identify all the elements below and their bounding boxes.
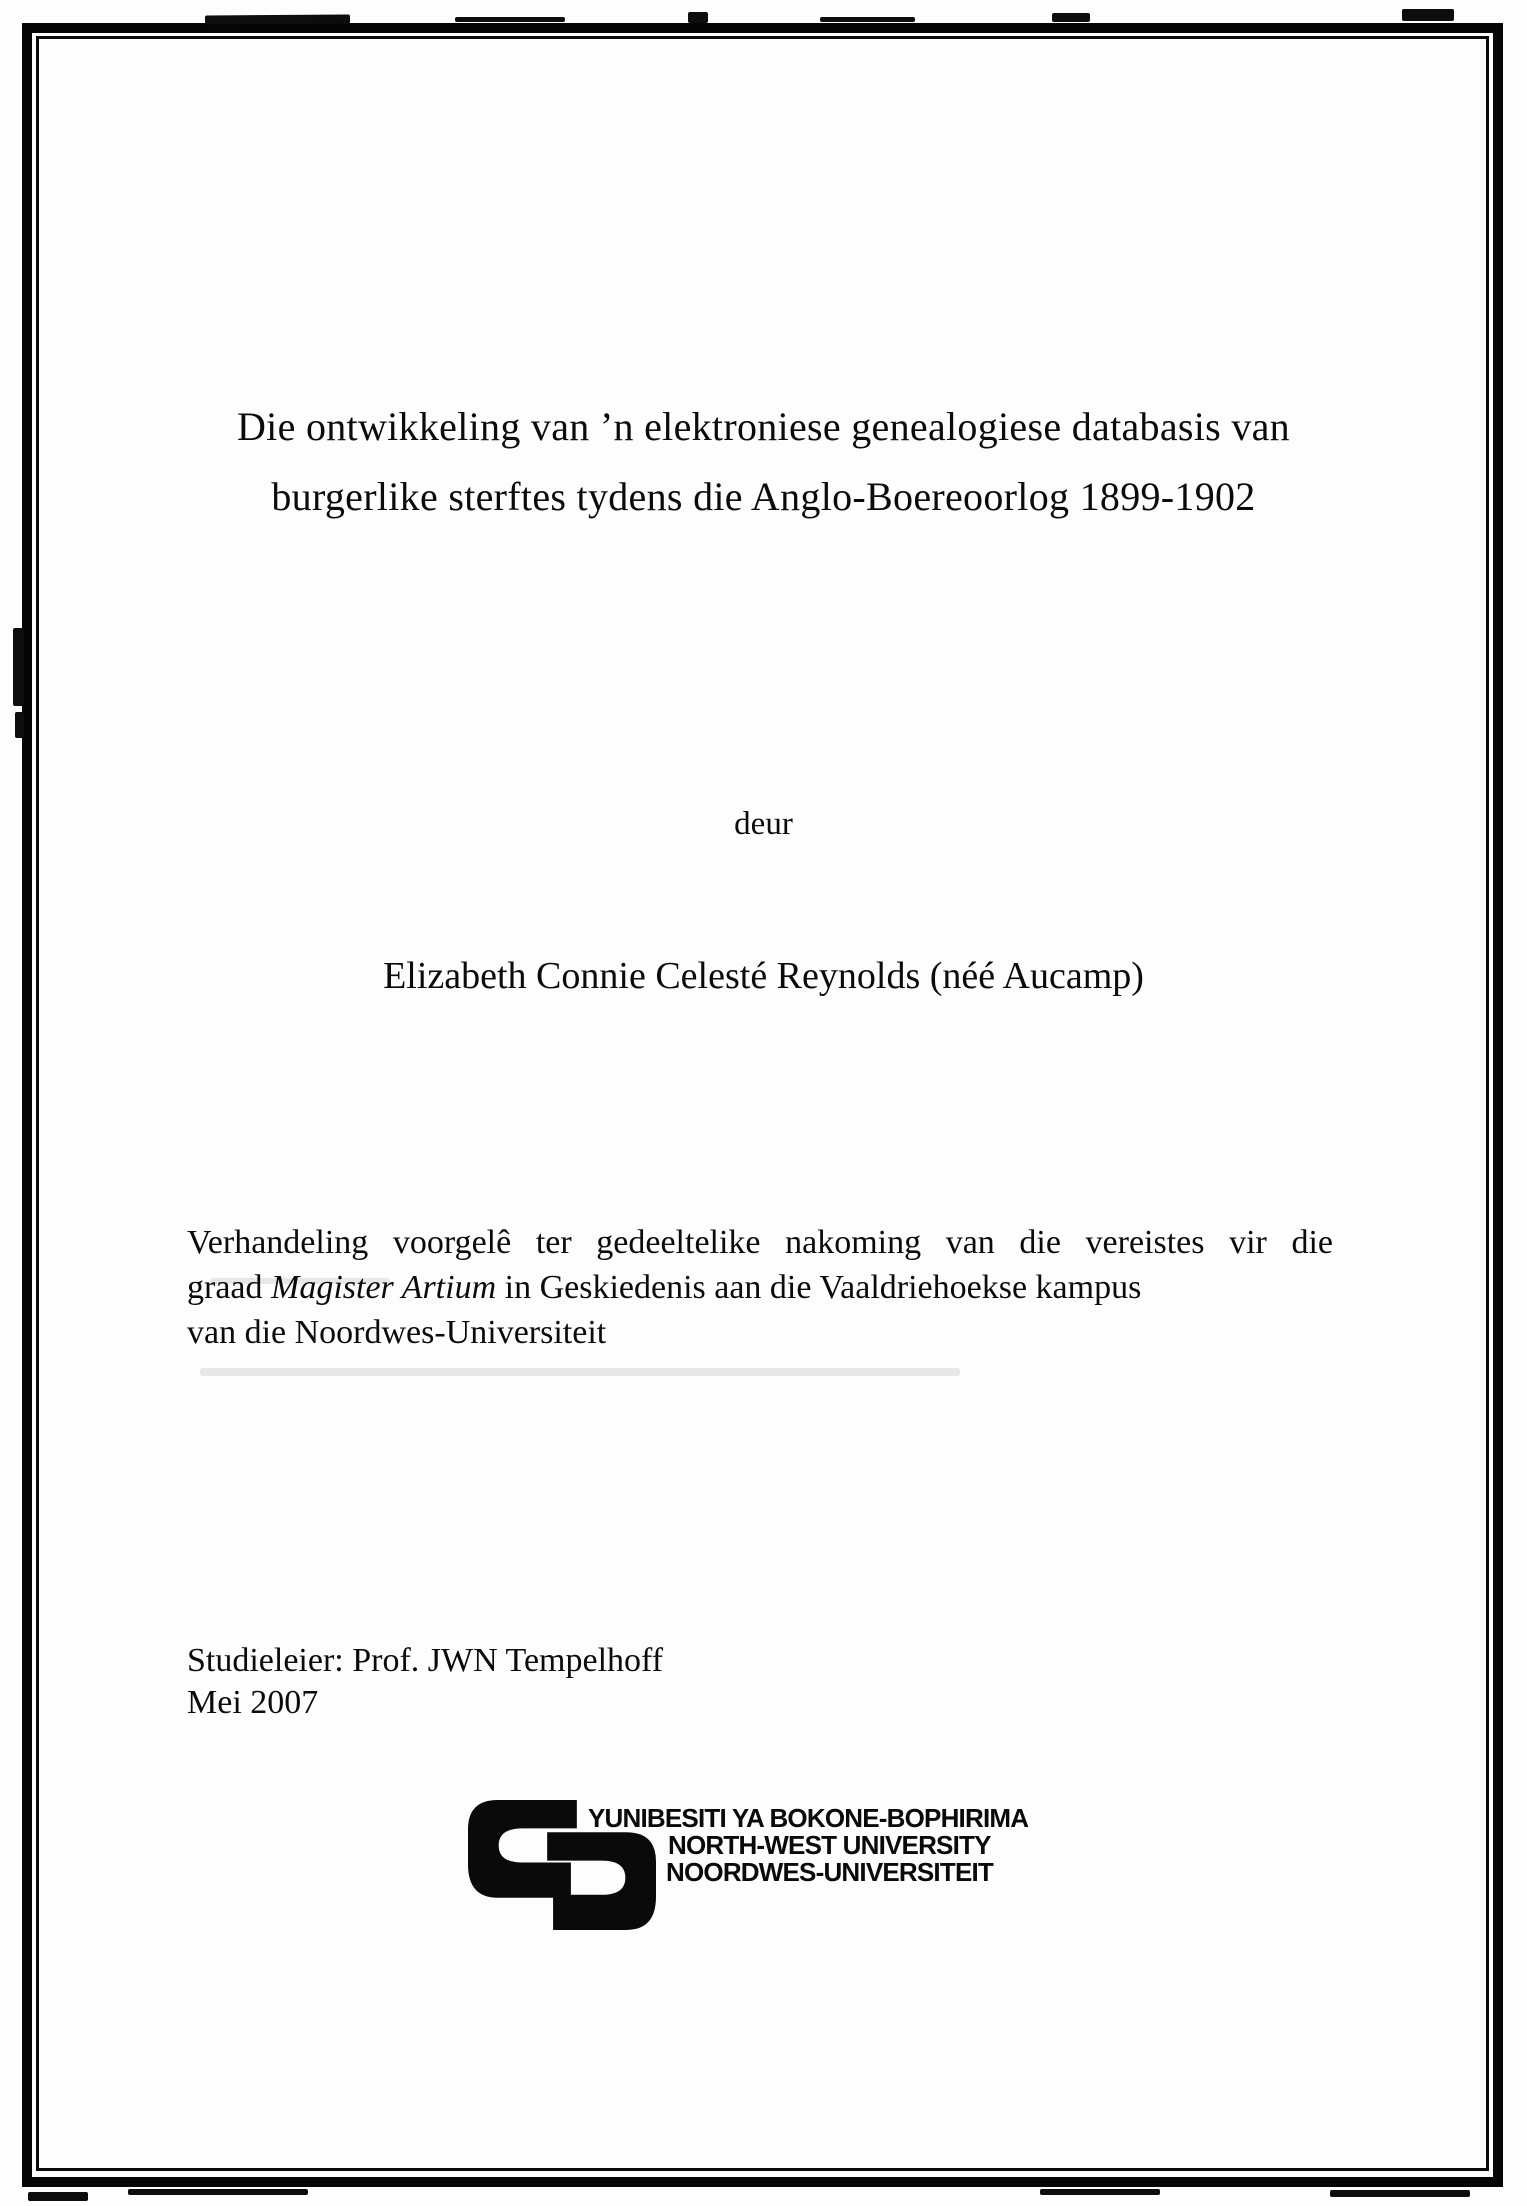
scan-artifact bbox=[1330, 2190, 1470, 2197]
scan-artifact bbox=[1402, 9, 1454, 21]
thesis-title bbox=[110, 392, 1417, 532]
scan-artifact bbox=[455, 17, 565, 22]
scan-artifact bbox=[688, 12, 708, 23]
scan-artifact bbox=[28, 2192, 88, 2201]
supervisor-block bbox=[187, 1640, 663, 1724]
scan-artifact bbox=[205, 14, 350, 24]
degree-statement-line1: Verhandeling voorgelê ter gedeeltelike nakoming van die vereistes vir die bbox=[187, 1224, 1333, 1261]
degree-statement-line2-post: in Geskiedenis aan die Vaaldriehoekse kampus bbox=[496, 1269, 1142, 1306]
degree-statement-line2 bbox=[187, 1265, 1333, 1310]
author-name: Elizabeth Connie Celesté Reynolds (néé Aucamp) bbox=[383, 955, 1144, 997]
logo-text-english: NORTH-WEST UNIVERSITY bbox=[668, 1830, 991, 1860]
supervisor-line: Studieleier: Prof. JWN Tempelhoff bbox=[187, 1642, 664, 1679]
degree-statement-line2-pre: graad bbox=[187, 1269, 272, 1306]
thesis-title-line1: Die ontwikkeling van ’n elektroniese genealogiese databasis van bbox=[236, 404, 1290, 449]
logo-text-setswana: YUNIBESITI YA BOKONE-BOPHIRIMA bbox=[588, 1803, 1029, 1833]
degree-name-italic: Magister Artium bbox=[271, 1269, 497, 1306]
date-line: Mei 2007 bbox=[187, 1684, 319, 1721]
scan-artifact bbox=[15, 712, 24, 738]
degree-statement-line3: van die Noordwes-Universiteit bbox=[187, 1314, 607, 1351]
byline-label: deur bbox=[734, 806, 793, 842]
scan-artifact bbox=[128, 2189, 308, 2195]
scan-artifact bbox=[13, 628, 24, 706]
scan-artifact bbox=[820, 17, 915, 22]
logo-text-afrikaans: NOORDWES-UNIVERSITEIT bbox=[666, 1857, 993, 1887]
thesis-title-line2: burgerlike sterftes tydens die Anglo-Boereoorlog 1899-1902 bbox=[271, 474, 1256, 519]
scan-artifact bbox=[1040, 2189, 1160, 2195]
degree-statement bbox=[187, 1220, 1333, 1355]
scan-artifact bbox=[1052, 13, 1090, 22]
scan-smudge bbox=[200, 1368, 960, 1376]
